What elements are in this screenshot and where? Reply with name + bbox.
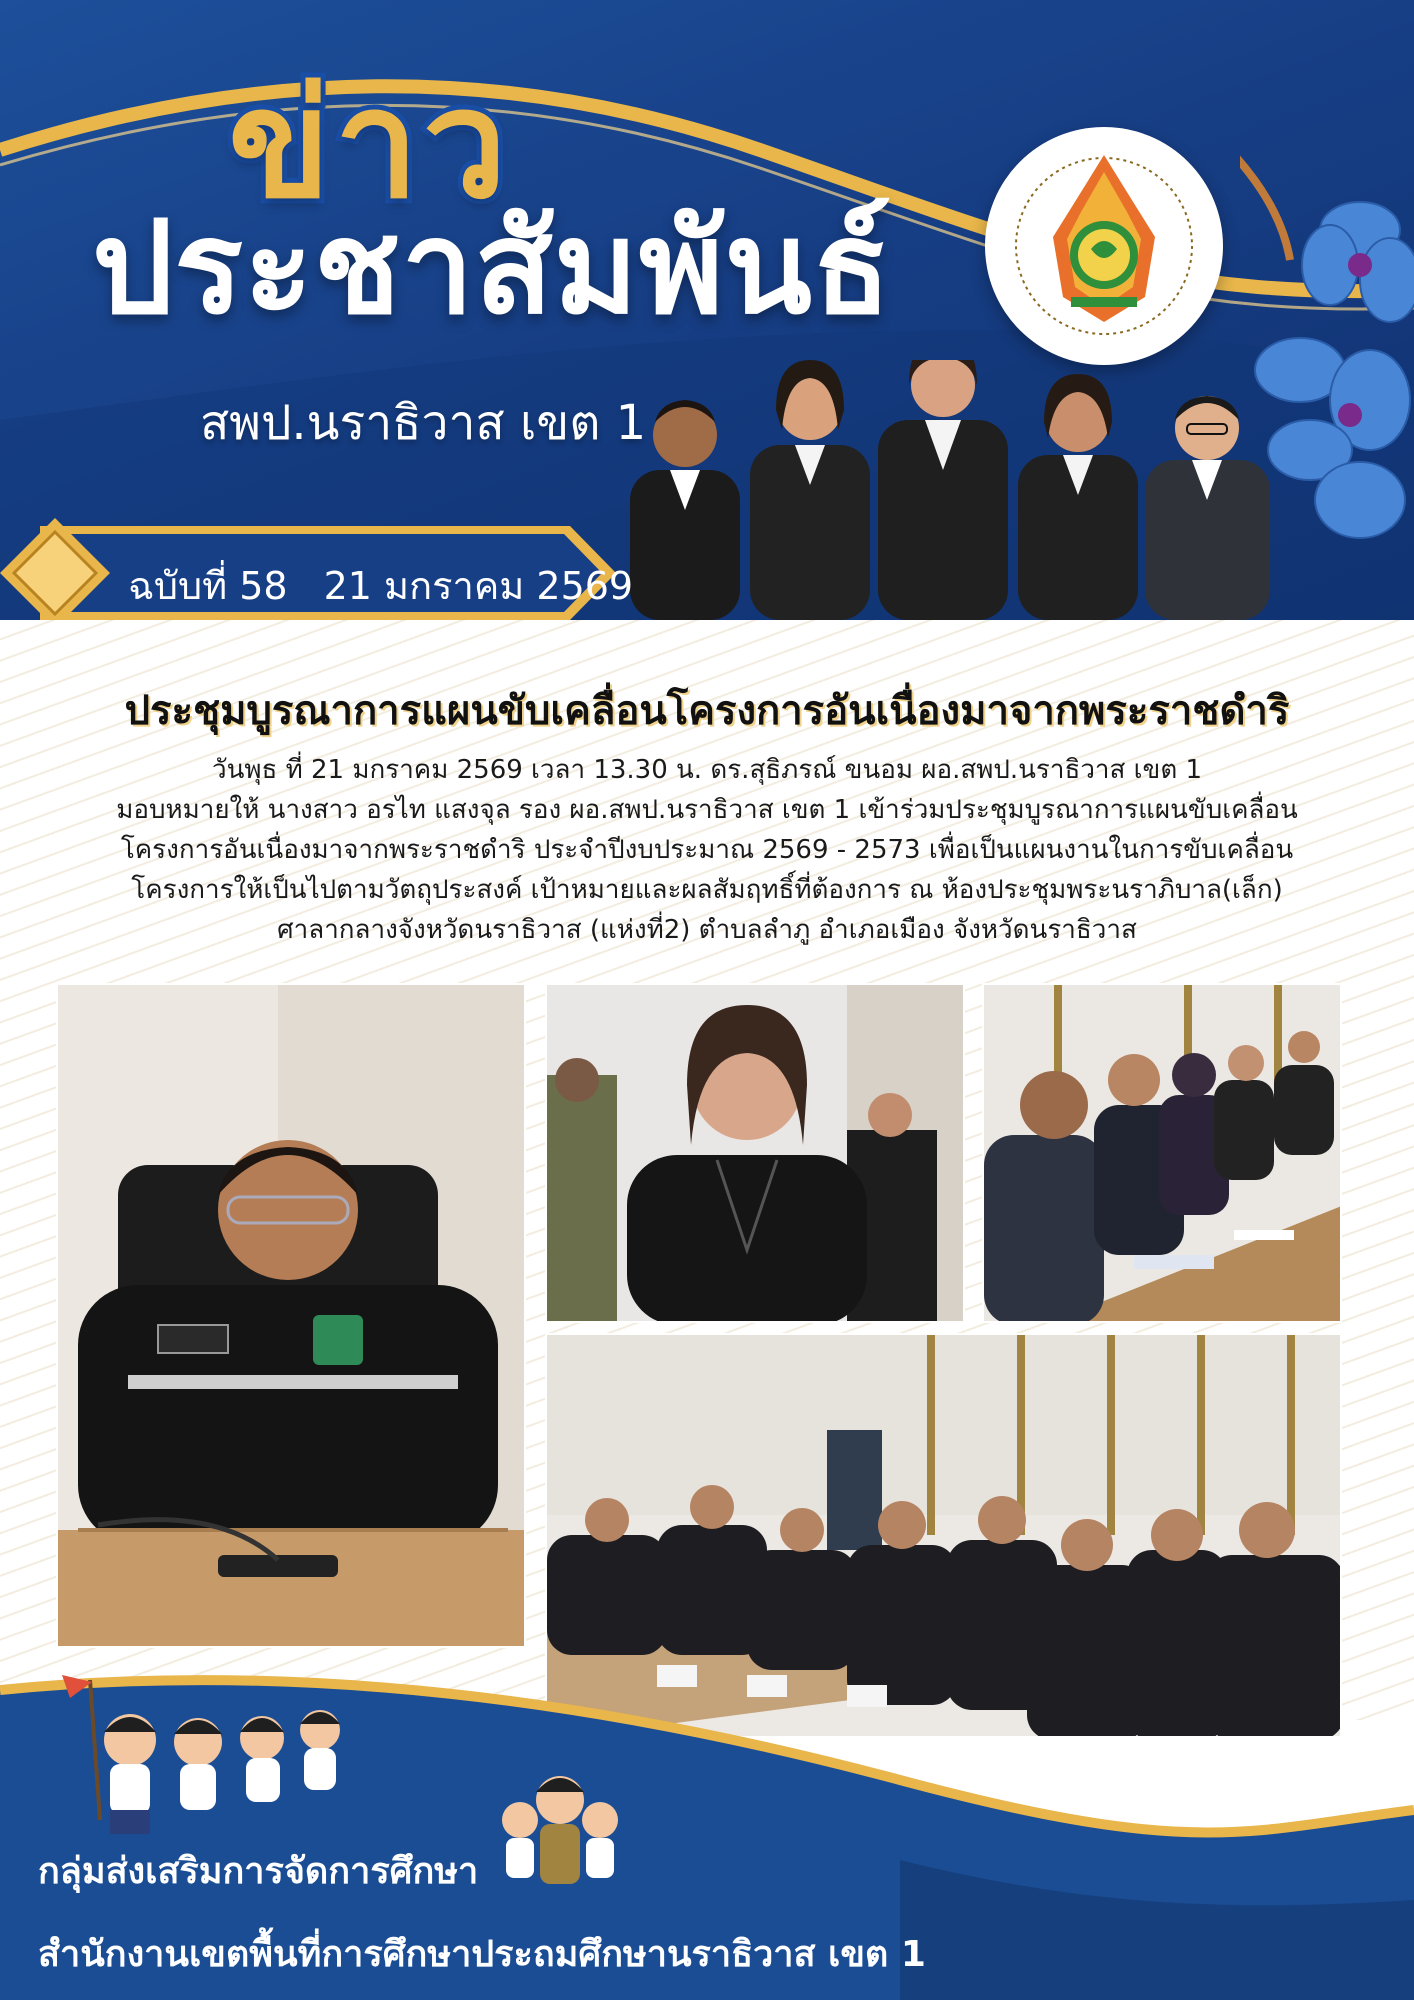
article-line: ศาลากลางจังหวัดนราธิวาส (แห่งที่2) ตำบลลำภู อำเภอเมือง จังหวัดนราธิวาส xyxy=(277,915,1137,945)
article-body xyxy=(60,750,1354,950)
photo-deputy-director xyxy=(545,983,965,1323)
article-line: โครงการอันเนื่องมาจากพระราชดำริ ประจำปีงบประมาณ 2569 - 2573 เพื่อเป็นแผนงานในการขับเคลื่อน xyxy=(120,835,1294,865)
article-line: วันพุธ ที่ 21 มกราคม 2569 เวลา 13.30 น. ดร.สุธิภรณ์ ขนอม ผอ.สพป.นราธิวาส เขต 1 xyxy=(211,755,1203,785)
office-emblem-icon xyxy=(985,127,1223,365)
photo-meeting-attendees xyxy=(982,983,1342,1323)
header-banner xyxy=(0,0,1414,640)
title-kao: ข่าว xyxy=(228,58,511,232)
orchid-decoration-icon xyxy=(1240,140,1414,560)
staff-group-photo xyxy=(620,360,1280,620)
issue-number: ฉบับที่ 58 xyxy=(128,564,288,608)
issue-date: 21 มกราคม 2569 xyxy=(323,564,634,608)
photo-officer-at-desk xyxy=(56,983,526,1648)
title-main: ประชาสัมพันธ์ xyxy=(92,194,892,343)
article-line: มอบหมายให้ นางสาว อรไท แสงจุล รอง ผอ.สพป.นราธิวาส เขต 1 เข้าร่วมประชุมบูรณาการแผนขับเคลื่อน xyxy=(116,795,1298,825)
issue-info xyxy=(128,555,669,616)
office-subtitle: สพป.นราธิวาส เขต 1 xyxy=(200,395,647,451)
article-headline: ประชุมบูรณาการแผนขับเคลื่อนโครงการอันเนื่องมาจากพระราชดำริ xyxy=(124,688,1290,734)
footer-office-name: สำนักงานเขตพื้นที่การศึกษาประถมศึกษานราธิวาส เขต 1 xyxy=(38,1934,926,1975)
article-line: โครงการให้เป็นไปตามวัตถุประสงค์ เป้าหมายและผลสัมฤทธิ์ที่ต้องการ ณ ห้องประชุมพระนราภิบาล(เล็ก) xyxy=(131,875,1283,905)
footer-group-name: กลุ่มส่งเสริมการจัดการศึกษา xyxy=(38,1851,479,1892)
